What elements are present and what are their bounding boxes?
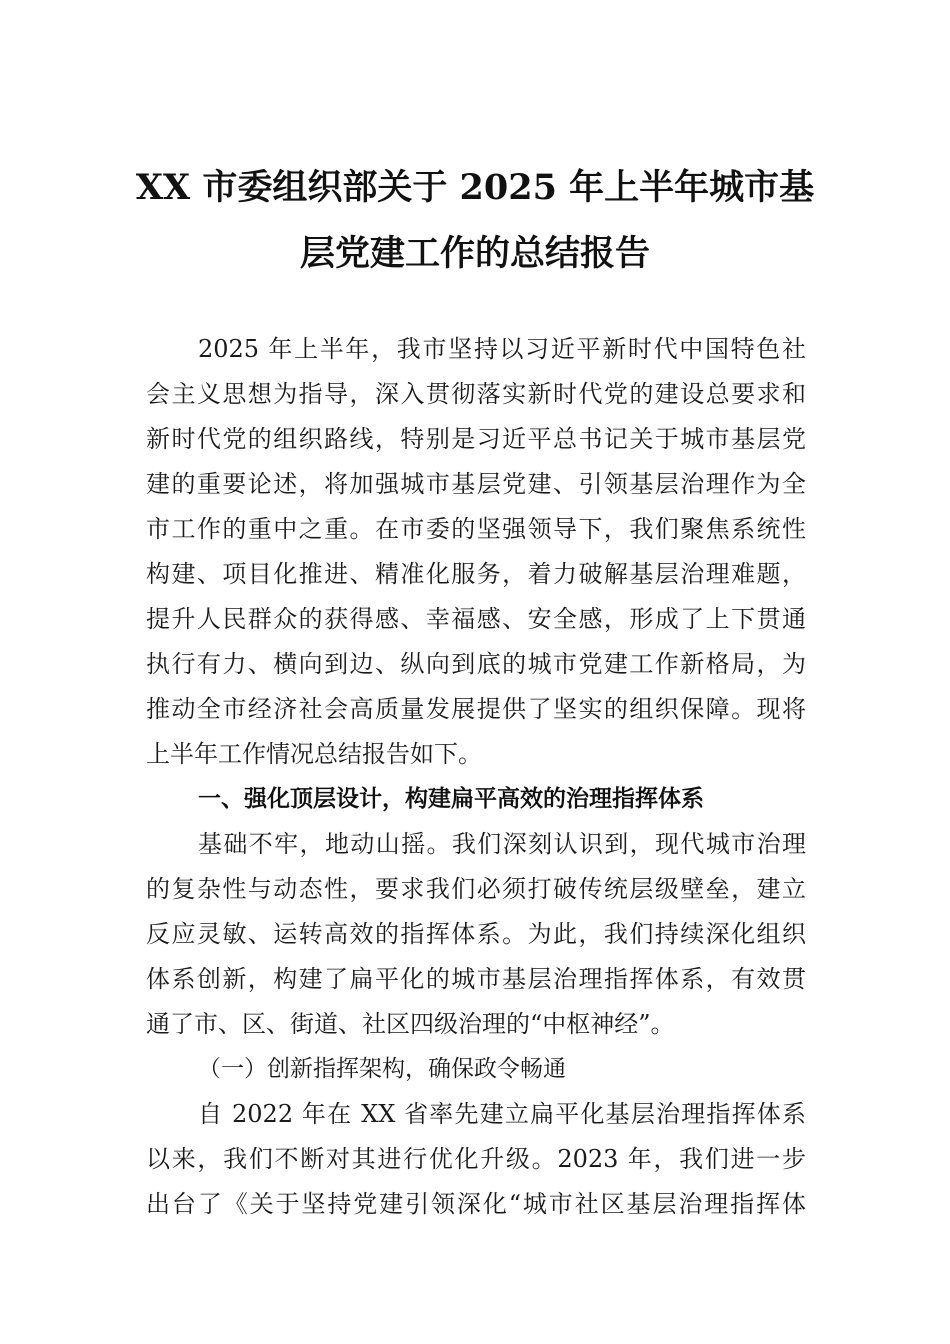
subsection-1-heading: （一）创新指挥架构，确保政令畅通 (198, 1056, 566, 1082)
subsection-1-line: 出台了《关于坚持党建引领深化“城市社区基层治理指挥体 (146, 1190, 806, 1218)
section-1-line: 反应灵敏、运转高效的指挥体系。为此，我们持续深化组织 (146, 920, 806, 948)
intro-line: 市工作的重中之重。在市委的坚强领导下，我们聚焦系统性 (146, 515, 806, 543)
subsection-1-line: 自 2022 年在 XX 省率先建立扁平化基层治理指挥体系 (198, 1100, 806, 1128)
intro-line: 提升人民群众的获得感、幸福感、安全感，形成了上下贯通 (146, 605, 806, 633)
intro-line: 建的重要论述，将加强城市基层党建、引领基层治理作为全 (146, 470, 806, 498)
section-1-heading: 一、强化顶层设计，构建扁平高效的治理指挥体系 (198, 786, 704, 812)
section-1-line: 的复杂性与动态性，要求我们必须打破传统层级壁垒，建立 (146, 875, 806, 903)
intro-line: 会主义思想为指导，深入贯彻落实新时代党的建设总要求和 (146, 380, 806, 408)
subsection-1-line: 以来，我们不断对其进行优化升级。2023 年，我们进一步 (146, 1145, 806, 1173)
intro-line: 构建、项目化推进、精准化服务，着力破解基层治理难题， (146, 560, 806, 588)
section-1-line: 通了市、区、街道、社区四级治理的“中枢神经”。 (146, 1010, 675, 1038)
intro-line: 推动全市经济社会高质量发展提供了坚实的组织保障。现将 (146, 695, 806, 723)
section-1-line: 基础不牢，地动山摇。我们深刻认识到，现代城市治理 (198, 830, 806, 858)
intro-line: 上半年工作情况总结报告如下。 (146, 740, 482, 768)
intro-line: 2025 年上半年，我市坚持以习近平新时代中国特色社 (198, 335, 806, 363)
document-title-line-1: XX 市委组织部关于 2025 年上半年城市基 (135, 167, 815, 208)
intro-line: 执行有力、横向到边、纵向到底的城市党建工作新格局，为 (146, 650, 806, 678)
section-1-line: 体系创新，构建了扁平化的城市基层治理指挥体系，有效贯 (146, 965, 806, 993)
intro-line: 新时代党的组织路线，特别是习近平总书记关于城市基层党 (146, 425, 806, 453)
document-title-line-2: 层党建工作的总结报告 (299, 233, 650, 274)
